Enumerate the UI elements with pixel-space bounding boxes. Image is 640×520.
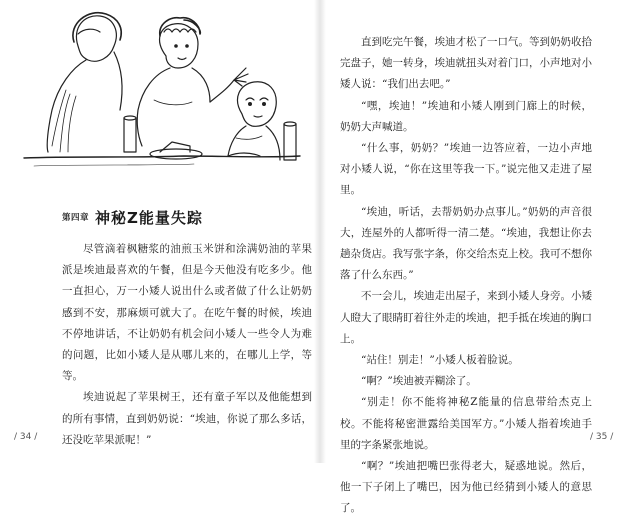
paragraph: “埃迪，听话，去帮奶奶办点事儿。”奶奶的声音很大，连屋外的人都听得一清二楚。“埃迪，我想让你去趟杂货店。我写张字条，你交给杰克上校。我可不想你落了什么东西。” [340, 205, 592, 282]
paragraph: “啊？”埃迪被弄糊涂了。 [361, 375, 477, 388]
chapter-illustration [14, 6, 302, 186]
paragraph: 不一会儿，埃迪走出屋子，来到小矮人身旁。小矮人瞪大了眼睛盯着往外走的埃迪，把手抵在埃迪的胸口上。 [340, 290, 592, 345]
chapter-number: 第四章 [62, 213, 90, 223]
paragraph: “嘿，埃迪！”埃迪和小矮人刚到门廊上的时候，奶奶大声喊道。 [340, 99, 592, 133]
paragraph: “啊？”埃迪把嘴巴张得老大，疑惑地说。然后，他一下子闭上了嘴巴，因为他已经猜到小矮人的意思了。 [340, 460, 592, 515]
paragraph: “别走！你不能将神秘Z能量的信息带给杰克上校。不能将秘密泄露给美国军方。”小矮人指着埃迪手里的字条紧张地说。 [340, 396, 592, 451]
paragraph: 尽管滴着枫糖浆的油煎玉米饼和涂满奶油的苹果派是埃迪最喜欢的午餐，但是今天他没有吃多少。他一直担心，万一小矮人说出什么或者做了什么让奶奶感到不安，那麻烦可就大了。在吃午餐的时候，埃迪不停地讲话，不让奶奶有机会问小矮人一些令人为难的问题，比如小矮人是从哪儿来的，在哪儿上学，等等。 [62, 243, 312, 383]
chapter-title: 神秘Z能量失踪 [95, 208, 203, 227]
paragraph: “站住！别走！”小矮人板着脸说。 [361, 354, 519, 367]
paragraph: 埃迪说起了苹果树王，还有童子军以及他能想到的所有事情，直到奶奶说：“埃迪，你说了那么多话，还没吃苹果派呢！” [62, 391, 312, 446]
page-number-left: / 34 / [14, 432, 38, 442]
paragraph: “什么事，奶奶？”埃迪一边答应着，一边小声地对小矮人说，“你在这里等我一下。”说完他又走进了屋里。 [340, 142, 592, 197]
right-page-text [340, 32, 592, 520]
chapter-heading [62, 207, 203, 227]
left-page [0, 0, 318, 463]
page-number-right: / 35 / [590, 432, 614, 442]
paragraph: 直到吃完午餐，埃迪才松了一口气。等到奶奶收拾完盘子，她一转身，埃迪就扭头对着门口，小声地对小矮人说：“我们出去吧。” [340, 36, 592, 91]
left-page-text [62, 239, 312, 451]
